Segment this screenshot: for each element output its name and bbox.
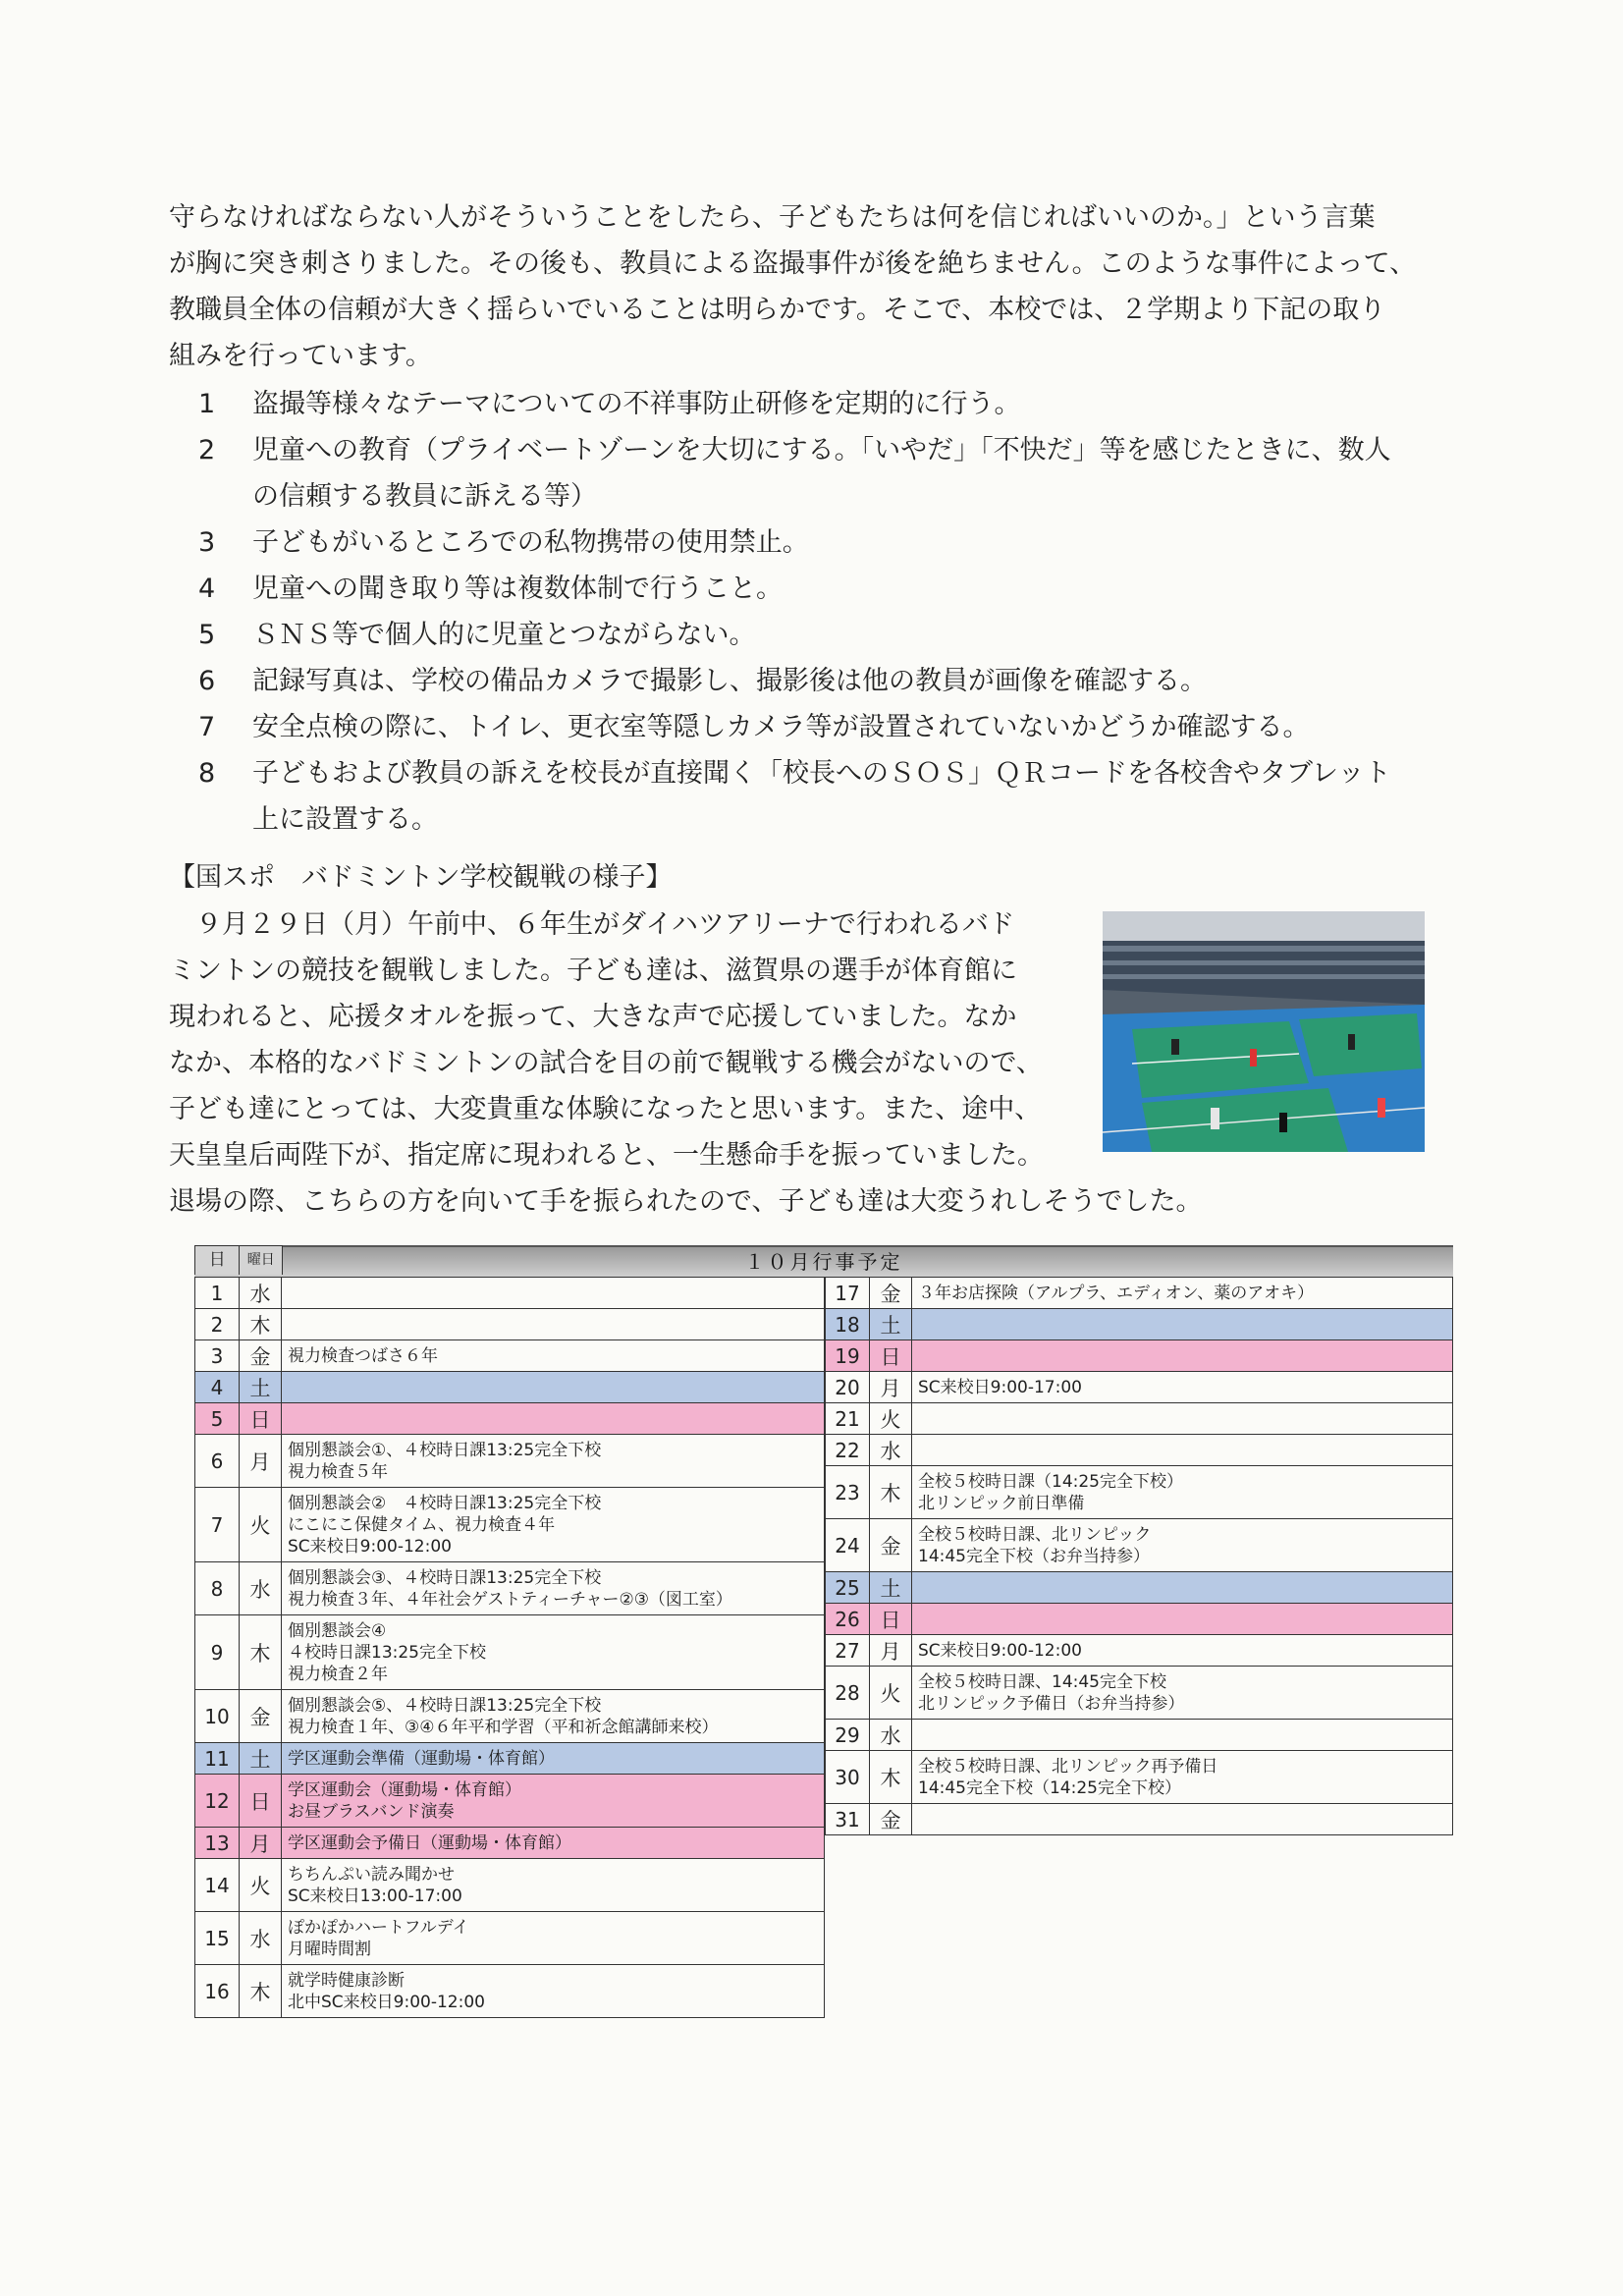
- calendar-event: ３年お店探険（アルプラ、エディオン、薬のアオキ）: [912, 1278, 1453, 1309]
- report-line: ９月２９日（月）午前中、６年生がダイハツアリーナで行われるバド: [169, 909, 1015, 940]
- calendar-day: 5: [195, 1403, 240, 1435]
- calendar-weekday: 月: [870, 1635, 912, 1667]
- calendar-weekday: 日: [240, 1775, 282, 1828]
- measure-item: [169, 519, 1445, 566]
- calendar-event: 学区運動会予備日（運動場・体育館）: [282, 1828, 825, 1859]
- report-paragraph: [169, 902, 1072, 1178]
- calendar-day: 29: [826, 1720, 870, 1751]
- calendar-weekday: 金: [870, 1519, 912, 1572]
- report-heading: 【国スポ バドミントン学校観戦の様子】: [169, 862, 673, 893]
- calendar-day: 27: [826, 1635, 870, 1667]
- calendar-day: 12: [195, 1775, 240, 1828]
- calendar-weekday: 水: [870, 1435, 912, 1466]
- calendar-weekday: 木: [870, 1751, 912, 1804]
- measure-number: 8: [198, 758, 216, 789]
- calendar-day: 20: [826, 1372, 870, 1403]
- calendar-event: [912, 1403, 1453, 1435]
- calendar-day: 9: [195, 1615, 240, 1690]
- calendar-day: 17: [826, 1278, 870, 1309]
- calendar-event: 個別懇談会③、４校時日課13:25完全下校 視力検査３年、４年社会ゲストティーチャー②③（図工室）: [282, 1562, 825, 1615]
- calendar-row: [195, 1340, 825, 1372]
- calendar-day: 4: [195, 1372, 240, 1403]
- calendar-day: 10: [195, 1690, 240, 1743]
- measure-text: 児童への聞き取り等は複数体制で行うこと。: [252, 574, 783, 604]
- calendar-weekday: 木: [240, 1309, 282, 1340]
- calendar-weekday: 土: [240, 1743, 282, 1775]
- calendar-row: [826, 1372, 1453, 1403]
- calendar-row: [826, 1309, 1453, 1340]
- calendar-event: 全校５校時日課、北リンピック 14:45完全下校（お弁当持参）: [912, 1519, 1453, 1572]
- measure-number: 1: [198, 389, 216, 419]
- measure-number: 6: [198, 666, 216, 696]
- calendar-event: ぽかぽかハートフルデイ 月曜時間割: [282, 1912, 825, 1965]
- calendar-weekday: 日: [240, 1403, 282, 1435]
- calendar-weekday: 木: [240, 1965, 282, 2018]
- calendar-row: [195, 1859, 825, 1912]
- measure-text: 上に設置する。: [252, 804, 438, 835]
- measures-list: [169, 381, 1445, 843]
- calendar-weekday: 水: [240, 1562, 282, 1615]
- calendar-day: 18: [826, 1309, 870, 1340]
- calendar-day: 26: [826, 1604, 870, 1635]
- report-line: なか、本格的なバドミントンの試合を目の前で観戦する機会がないので、: [169, 1048, 1043, 1078]
- calendar-event: 個別懇談会①、４校時日課13:25完全下校 視力検査５年: [282, 1435, 825, 1488]
- calendar-event: [912, 1309, 1453, 1340]
- calendar-row: [195, 1912, 825, 1965]
- calendar-row: [826, 1635, 1453, 1667]
- measure-text: 安全点検の際に、トイレ、更衣室等隠しカメラ等が設置されていないかどうか確認する。: [252, 712, 1310, 742]
- calendar-day: 7: [195, 1488, 240, 1562]
- measure-number: 3: [198, 527, 216, 558]
- calendar-row: [826, 1751, 1453, 1804]
- calendar-event: 就学時健康診断 北中SC来校日9:00-12:00: [282, 1965, 825, 2018]
- measure-text: 児童への教育（プライベートゾーンを大切にする。「いやだ」「不快だ」等を感じたときに、数人: [252, 435, 1391, 465]
- calendar-row: [826, 1403, 1453, 1435]
- calendar-day: 1: [195, 1278, 240, 1309]
- calendar-event: [912, 1604, 1453, 1635]
- calendar-row: [195, 1828, 825, 1859]
- arena-illustration: [1103, 911, 1425, 1152]
- intro-line: が胸に突き刺さりました。その後も、教員による盗撮事件が後を絶ちません。このような事件によって、: [169, 248, 1417, 279]
- measure-text: 盗撮等様々なテーマについての不祥事防止研修を定期的に行う。: [252, 389, 1021, 419]
- measure-number: 4: [198, 574, 216, 604]
- calendar-weekday: 火: [870, 1667, 912, 1720]
- calendar-day: 3: [195, 1340, 240, 1372]
- calendar-row: [826, 1278, 1453, 1309]
- calendar-row: [826, 1804, 1453, 1835]
- calendar-weekday: 土: [870, 1309, 912, 1340]
- calendar-event: 個別懇談会⑤、４校時日課13:25完全下校 視力検査１年、③④６年平和学習（平和祈念館講師来校）: [282, 1690, 825, 1743]
- header-weekday: 曜日: [240, 1245, 283, 1275]
- calendar-weekday: 金: [240, 1690, 282, 1743]
- calendar-day: 21: [826, 1403, 870, 1435]
- calendar-weekday: 土: [870, 1572, 912, 1604]
- calendar-row: [195, 1743, 825, 1775]
- calendar-event: [282, 1372, 825, 1403]
- calendar-row: [195, 1965, 825, 2018]
- calendar-weekday: 土: [240, 1372, 282, 1403]
- calendar-event: [912, 1435, 1453, 1466]
- calendar-weekday: 日: [870, 1604, 912, 1635]
- calendar-event: 学区運動会準備（運動場・体育館）: [282, 1743, 825, 1775]
- calendar-day: 16: [195, 1965, 240, 2018]
- calendar-event: [912, 1720, 1453, 1751]
- calendar-event: 個別懇談会④ ４校時日課13:25完全下校 視力検査２年: [282, 1615, 825, 1690]
- calendar-weekday: 火: [870, 1403, 912, 1435]
- calendar-day: 6: [195, 1435, 240, 1488]
- measure-number: [169, 473, 252, 519]
- calendar-event: [282, 1309, 825, 1340]
- calendar-header: [194, 1245, 283, 1275]
- report-tail: 退場の際、こちらの方を向いて手を振られたので、子ども達は大変うれしそうでした。: [169, 1186, 1203, 1217]
- calendar-weekday: 金: [240, 1340, 282, 1372]
- intro-line: 教職員全体の信頼が大きく揺らいでいることは明らかです。そこで、本校では、２学期より下記の取り: [169, 295, 1386, 325]
- calendar-day: 23: [826, 1466, 870, 1519]
- calendar-row: [826, 1720, 1453, 1751]
- calendar-weekday: 月: [240, 1435, 282, 1488]
- calendar-weekday: 月: [240, 1828, 282, 1859]
- calendar-day: 8: [195, 1562, 240, 1615]
- report-line: 子ども達にとっては、大変貴重な体験になったと思います。また、途中、: [169, 1094, 1042, 1124]
- calendar-weekday: 火: [240, 1488, 282, 1562]
- intro-line: 組みを行っています。: [169, 341, 432, 371]
- calendar-day: 25: [826, 1572, 870, 1604]
- calendar-event: [282, 1403, 825, 1435]
- calendar-weekday: 水: [240, 1278, 282, 1309]
- calendar-day: 28: [826, 1667, 870, 1720]
- calendar-day: 31: [826, 1804, 870, 1835]
- calendar-day: 13: [195, 1828, 240, 1859]
- calendar-day: 30: [826, 1751, 870, 1804]
- calendar-row: [826, 1519, 1453, 1572]
- measure-item: [169, 473, 1445, 519]
- calendar-day: 24: [826, 1519, 870, 1572]
- measure-item: [169, 658, 1445, 704]
- calendar-event: [912, 1340, 1453, 1372]
- badminton-arena-photo: [1103, 911, 1425, 1152]
- measure-item: [169, 750, 1445, 796]
- measure-text: 記録写真は、学校の備品カメラで撮影し、撮影後は他の教員が画像を確認する。: [252, 666, 1207, 696]
- calendar-event: 学区運動会（運動場・体育館） お昼ブラスバンド演奏: [282, 1775, 825, 1828]
- calendar-weekday: 水: [870, 1720, 912, 1751]
- measure-text: 子どもおよび教員の訴えを校長が直接聞く「校長へのＳＯＳ」ＱＲコードを各校舎やタブレット: [252, 758, 1391, 789]
- calendar-row: [195, 1690, 825, 1743]
- header-day: 日: [194, 1245, 240, 1275]
- measure-item: [169, 427, 1445, 473]
- calendar-weekday: 火: [240, 1859, 282, 1912]
- calendar-day: 2: [195, 1309, 240, 1340]
- calendar-event: 個別懇談会② ４校時日課13:25完全下校 にこにこ保健タイム、視力検査４年 SC来校日9:00-12:00: [282, 1488, 825, 1562]
- calendar-row: [826, 1604, 1453, 1635]
- measure-number: 5: [198, 620, 216, 650]
- calendar-event: [912, 1572, 1453, 1604]
- calendar-event: ちちんぷい読み聞かせ SC来校日13:00-17:00: [282, 1859, 825, 1912]
- calendar-row: [195, 1403, 825, 1435]
- calendar-event: 全校５校時日課、14:45完全下校 北リンピック予備日（お弁当持参）: [912, 1667, 1453, 1720]
- calendar-left-table: [194, 1277, 825, 2018]
- calendar-event: SC来校日9:00-12:00: [912, 1635, 1453, 1667]
- measure-number: 7: [198, 712, 216, 742]
- calendar-row: [195, 1278, 825, 1309]
- calendar-row: [195, 1372, 825, 1403]
- calendar-day: 19: [826, 1340, 870, 1372]
- calendar-row: [826, 1667, 1453, 1720]
- measure-item: [169, 612, 1445, 658]
- calendar-row: [195, 1615, 825, 1690]
- calendar-event: 全校５校時日課、北リンピック再予備日 14:45完全下校（14:25完全下校）: [912, 1751, 1453, 1804]
- calendar-row: [826, 1435, 1453, 1466]
- calendar-event: 全校５校時日課（14:25完全下校） 北リンピック前日準備: [912, 1466, 1453, 1519]
- measure-text: 子どもがいるところでの私物携帯の使用禁止。: [252, 527, 809, 558]
- calendar-row: [195, 1488, 825, 1562]
- calendar-title: １０月行事予定: [744, 1250, 903, 1274]
- calendar-weekday: 日: [870, 1340, 912, 1372]
- measure-text: ＳＮＳ等で個人的に児童とつながらない。: [252, 620, 756, 650]
- calendar-weekday: 金: [870, 1804, 912, 1835]
- calendar-row: [195, 1435, 825, 1488]
- calendar-event: SC来校日9:00-17:00: [912, 1372, 1453, 1403]
- measure-number: [169, 796, 252, 843]
- calendar-weekday: 水: [240, 1912, 282, 1965]
- measure-text: の信頼する教員に訴える等）: [252, 481, 597, 512]
- calendar-day: 14: [195, 1859, 240, 1912]
- intro-line: 守らなければならない人がそういうことをしたら、子どもたちは何を信じればいいのか。」という言葉: [169, 202, 1376, 233]
- calendar-day: 15: [195, 1912, 240, 1965]
- calendar-event: [282, 1278, 825, 1309]
- report-line: 天皇皇后両陛下が、指定席に現われると、一生懸命手を振っていました。: [169, 1140, 1044, 1171]
- calendar-day: 11: [195, 1743, 240, 1775]
- calendar-event: 視力検査つばさ６年: [282, 1340, 825, 1372]
- measure-item: [169, 381, 1445, 427]
- report-line: 現われると、応援タオルを振って、大きな声で応援していました。なか: [169, 1002, 1017, 1032]
- calendar-right-table: [825, 1277, 1453, 1835]
- calendar-title-bar: [194, 1245, 1453, 1277]
- report-line: ミントンの競技を観戦しました。子ども達は、滋賀県の選手が体育館に: [169, 956, 1017, 986]
- calendar-event: [912, 1804, 1453, 1835]
- calendar-weekday: 木: [240, 1615, 282, 1690]
- measure-number: 2: [198, 435, 216, 465]
- calendar-row: [826, 1572, 1453, 1604]
- calendar-weekday: 木: [870, 1466, 912, 1519]
- calendar-row: [195, 1309, 825, 1340]
- calendar-day: 22: [826, 1435, 870, 1466]
- measure-item: [169, 566, 1445, 612]
- calendar-row: [195, 1562, 825, 1615]
- calendar-row: [826, 1340, 1453, 1372]
- intro-paragraph: [169, 194, 1445, 379]
- measure-item: [169, 704, 1445, 750]
- calendar-weekday: 月: [870, 1372, 912, 1403]
- calendar-row: [826, 1466, 1453, 1519]
- measure-item: [169, 796, 1445, 843]
- calendar-row: [195, 1775, 825, 1828]
- calendar-weekday: 金: [870, 1278, 912, 1309]
